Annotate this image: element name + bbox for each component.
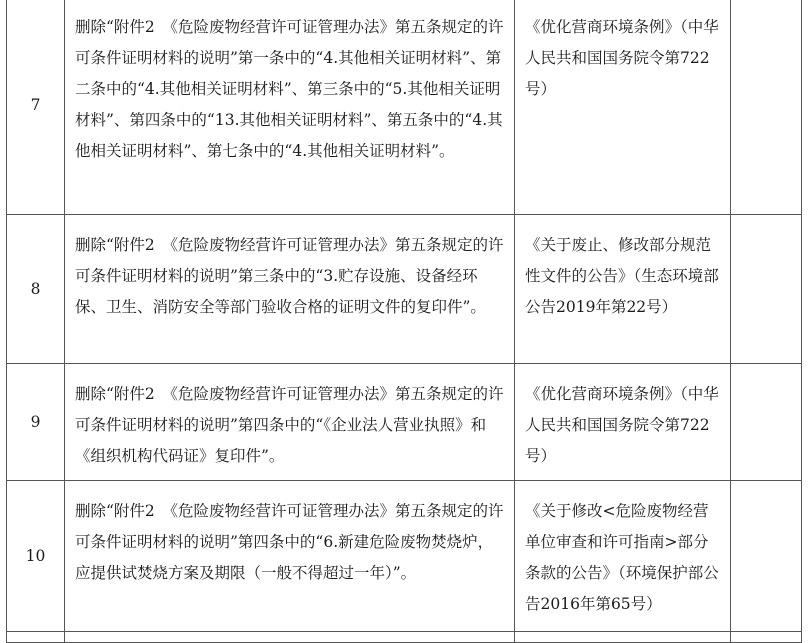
legal-basis: 《优化营商环境条例》（中华人民共和国国务院令第722号）: [525, 385, 719, 465]
amendment-content: 删除“附件2 《危险废物经营许可证管理办法》第五条规定的许可条件证明材料的说明”第四条中的“6.新建危险废物焚烧炉，应提供试焚烧方案及期限（一般不得超过一年）”。: [75, 502, 504, 582]
remarks-cell: [731, 632, 802, 643]
amendment-content: 删除“附件2 《危险废物经营许可证管理办法》第五条规定的许可条件证明材料的说明”第三条中的“3.贮存设施、设备经环保、卫生、消防安全等部门验收合格的证明文件的复印件”。: [75, 236, 504, 316]
remarks-cell: [731, 481, 802, 632]
remarks-cell: [731, 215, 802, 364]
table-row: [7, 481, 802, 632]
row-number: 10: [25, 546, 46, 565]
remarks-cell: [731, 364, 802, 481]
legal-basis-cell: [515, 0, 731, 215]
table-row: [7, 0, 802, 215]
amendment-content: 删除“附件2 《危险废物经营许可证管理办法》第五条规定的许可条件证明材料的说明”第四条中的“《企业法人营业执照》和《组织机构代码证》复印件”。: [75, 385, 504, 465]
row-number-cell: [7, 364, 65, 481]
row-number-cell: [7, 215, 65, 364]
legal-basis-cell: [515, 481, 731, 632]
row-number: 8: [30, 279, 41, 298]
amendment-content-cell: [65, 364, 515, 481]
row-number-cell: [7, 632, 65, 643]
legal-basis: 《关于废止、修改部分规范性文件的公告》（生态环境部公告2019年第22号）: [525, 236, 719, 316]
table-row: [7, 215, 802, 364]
legal-basis-cell: [515, 364, 731, 481]
table-row: [7, 632, 802, 643]
legal-basis-cell: [515, 215, 731, 364]
amendment-content-cell: [65, 481, 515, 632]
row-number: 9: [30, 412, 41, 431]
row-number-cell: [7, 0, 65, 215]
amendment-content: 删除“附件2 《危险废物经营许可证管理办法》第五条规定的许可条件证明材料的说明”第一条中的“4.其他相关证明材料”、第二条中的“4.其他相关证明材料”、第三条中的“5.其他相关证明材料”、第四条中的“13.其他相关证明材料”、第五条中的“4.其他相关证明材料”、第七条中的“4.其他相关证明材料”。: [75, 18, 504, 160]
legal-basis: 《优化营商环境条例》（中华人民共和国国务院令第722号）: [525, 18, 719, 98]
row-number: 7: [30, 96, 41, 114]
remarks-cell: [731, 0, 802, 215]
legal-basis: 《关于修改<危险废物经营单位审查和许可指南>部分条款的公告》（环境保护部公告2016年第65号）: [525, 502, 719, 613]
table-row: [7, 364, 802, 481]
row-number-cell: [7, 481, 65, 632]
amendment-content-cell: [65, 215, 515, 364]
amendment-content-cell: [65, 0, 515, 215]
legal-basis-cell: [515, 632, 731, 643]
amendment-table: [6, 0, 802, 643]
amendment-content-cell: [65, 632, 515, 643]
